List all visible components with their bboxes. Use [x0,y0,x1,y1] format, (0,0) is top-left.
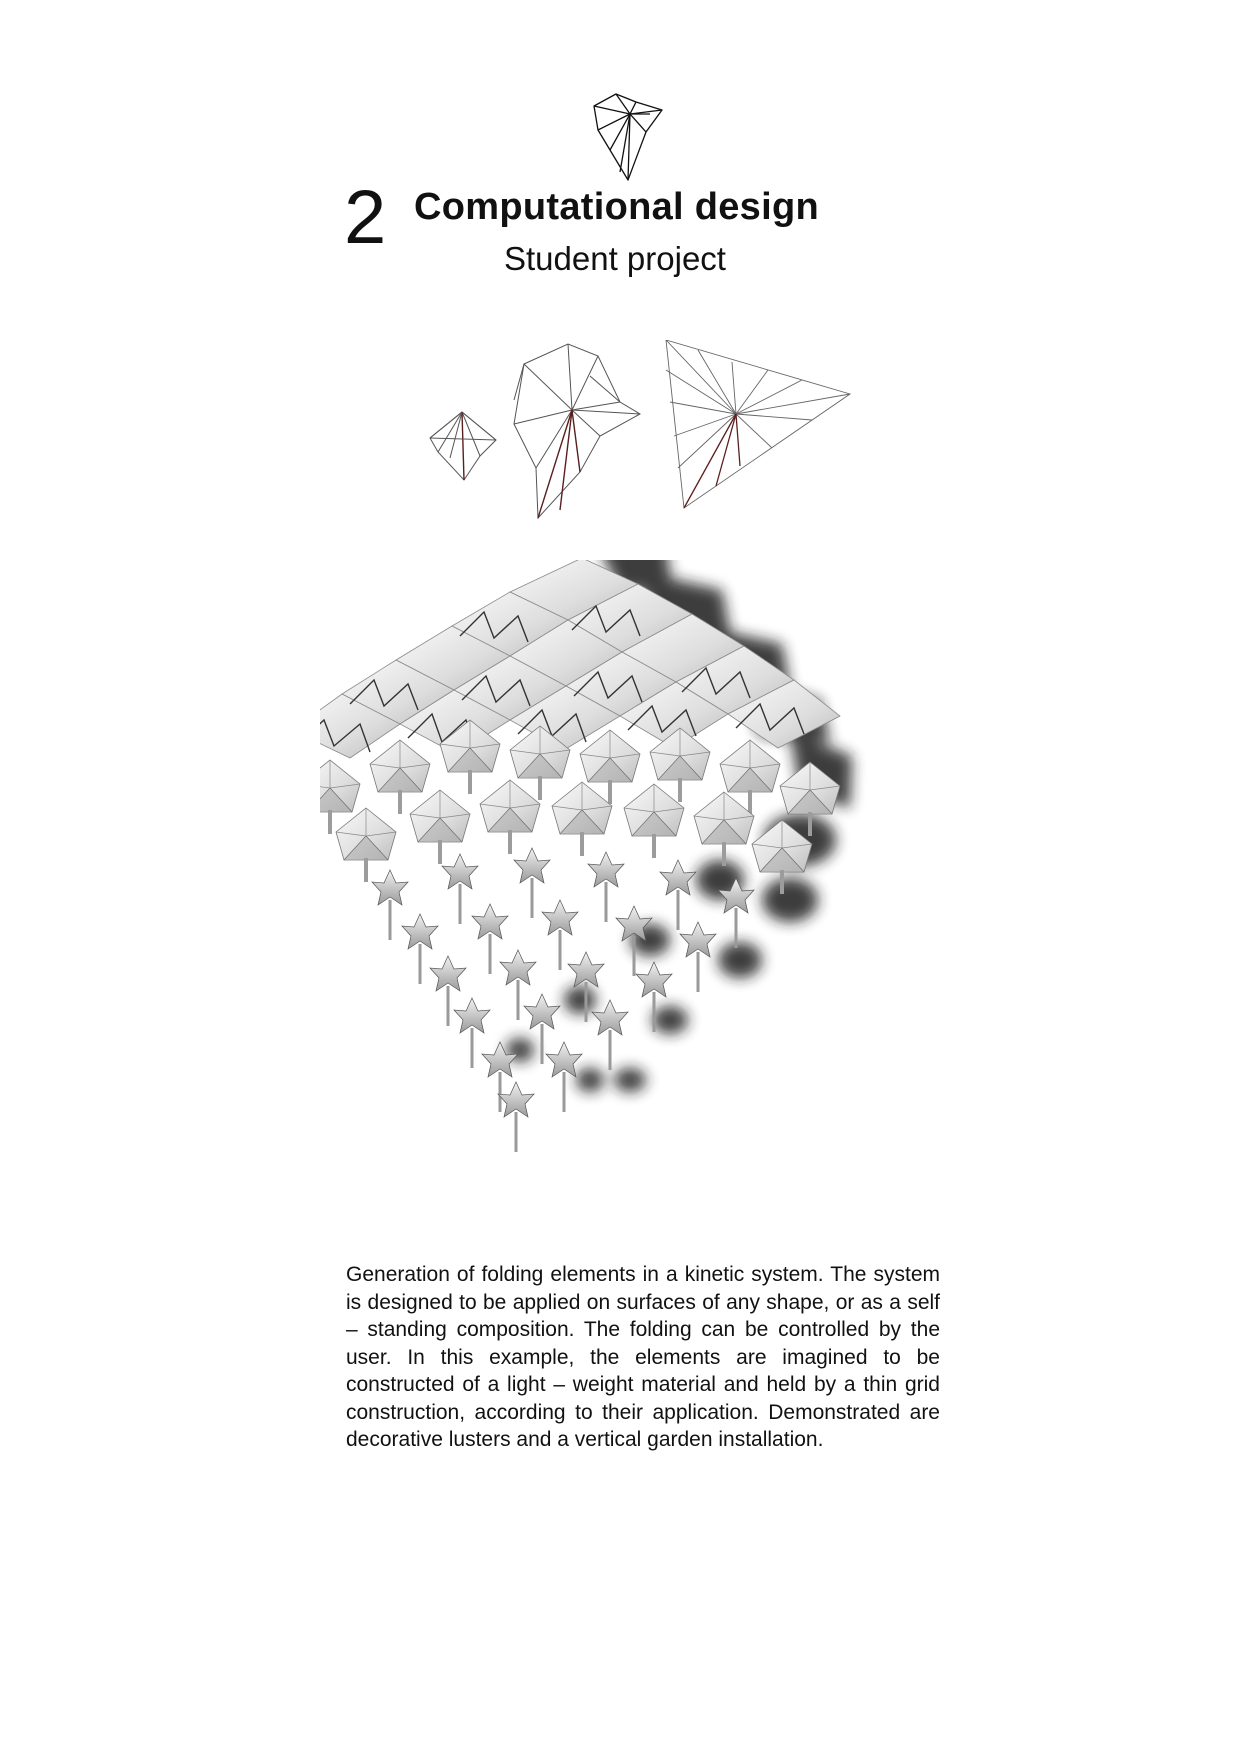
folding-sequence-diagram [420,340,870,540]
medium-folded-element-icon [514,344,640,518]
folded-leaf-icon [590,92,690,184]
flat-triangle-element-icon [666,340,850,508]
page-subtitle: Student project [504,240,726,277]
project-description: Generation of folding elements in a kinetic system. The system is designed to be applied on surfaces of any shape, or as a self – standing composition. The folding can be controlled by the user. In this example, the elements are imagined to be constructed of a light – weight material and held by a thin grid construction, according to their application. Demonstrated are decorative lusters and a vertical garden installation. [346,1263,940,1451]
folding-elements-grid-render [320,560,950,1180]
chapter-number: 2 [344,175,387,260]
page-title: Computational design [414,186,819,228]
small-folded-element-icon [430,412,496,480]
